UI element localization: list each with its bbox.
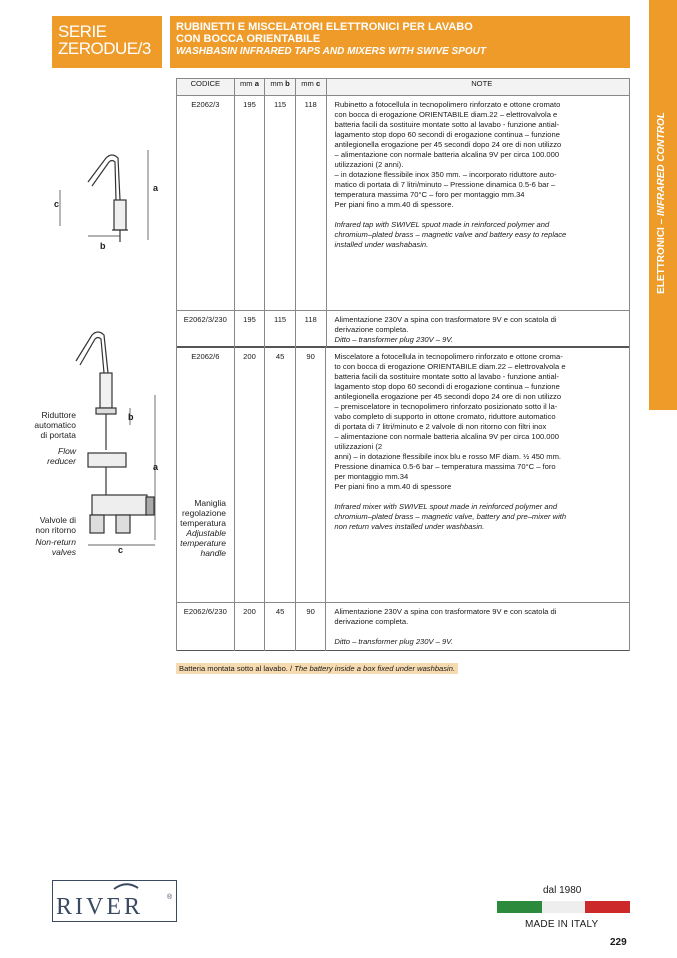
footnote: [176, 663, 458, 674]
text-line: di portata di 7 litri/minuto e 2 valvole di non ritorno con filtri inox: [334, 422, 547, 431]
note-it: [335, 100, 629, 210]
note-en: [335, 220, 629, 250]
text-line: non ritorno: [35, 525, 76, 535]
title-it-line2: CON BOCCA ORIENTABILE: [176, 33, 321, 45]
text-line: Infrared tap with SWIVEL spuot made in reinforced polymer and: [334, 220, 550, 229]
title-en-line: WASHBASIN INFRARED TAPS AND MIXERS WITH SWIVE SPOUT: [176, 46, 487, 57]
table-row: [177, 603, 630, 651]
side-tab: [649, 0, 677, 410]
row-c: 90: [295, 603, 326, 651]
text-line: antilegionella erogazione per 45 secondi dopo 24 ore di non utilizzo: [334, 392, 562, 401]
row-b: 115: [265, 96, 296, 311]
row-note: [326, 96, 629, 311]
text-line: Maniglia: [194, 498, 226, 508]
row-b: 45: [265, 348, 296, 603]
note-it: [334, 352, 629, 492]
text-line: Adjustable: [186, 528, 226, 538]
text-line: chromium–plated brass – magnetic valve, battery and pre–mixer with: [334, 512, 567, 521]
row-c: 118: [295, 96, 326, 311]
text-line: di portata: [40, 430, 76, 440]
label-handle-it: [176, 498, 226, 528]
footnote-it: Batteria montata sotto al lavabo. /: [179, 664, 295, 673]
tap-diagram: [40, 140, 175, 260]
side-tab-en: INFRARED CONTROL: [656, 112, 667, 217]
text-line: Per piani fino a mm.40 di spessore: [334, 482, 452, 491]
row-a: 200: [234, 348, 265, 603]
note-it: [335, 315, 629, 335]
row-code: E2062/3: [177, 96, 235, 311]
text-line: derivazione completa.: [334, 617, 409, 626]
text-line: anni) – in dotazione flessibile inox blu e rosso MF diam. ½ 450 mm.: [334, 452, 562, 461]
header-note: NOTE: [326, 79, 629, 96]
text-line: non return valves installed under washbasin.: [334, 522, 485, 531]
series-box: [52, 16, 162, 68]
row-a: 195: [234, 311, 265, 347]
text-line: antilegionella erogazione per 45 secondi dopo 24 ore di non utilizzo: [334, 140, 562, 149]
text-line: Non-return: [35, 537, 76, 547]
text-line: to con bocca di erogazione ORIENTABILE diam.22 – elettrovalvola e: [334, 362, 566, 371]
footnote-en: The battery inside a box fixed under washbasin.: [294, 664, 456, 673]
text-line: Per piani fino a mm.40 di spessore.: [334, 200, 454, 209]
series-name: ZERODUE/3: [58, 39, 151, 58]
text-line: Alimentazione 230V a spina con trasformatore 9V e con scatola di: [334, 315, 557, 324]
label-reducer-en: [34, 446, 76, 466]
text-line: con bocca di erogazione ORIENTABILE diam.22 – elettrovalvola e: [334, 110, 558, 119]
text-line: Valvole di: [39, 515, 76, 525]
text-line: Ditto – transformer plug 230V – 9V.: [334, 637, 453, 646]
label-valves-en: [30, 537, 76, 557]
table-row: [177, 311, 630, 347]
series-label: SERIE: [58, 22, 107, 41]
since-text: dal 1980: [543, 885, 582, 896]
row-a: 195: [234, 96, 265, 311]
text-line: utilizzazioni (2: [334, 442, 383, 451]
text-line: Riduttore: [41, 410, 76, 420]
text-line: Flow: [58, 446, 76, 456]
dim-b: b: [128, 412, 134, 422]
header-b: mm b: [265, 79, 296, 96]
row-code: E2062/6: [177, 348, 235, 603]
spec-table-tap: [176, 78, 630, 347]
text-line: utilizzazioni (2 anni).: [334, 160, 404, 169]
note-it: [334, 607, 629, 627]
row-code: E2062/3/230: [177, 311, 235, 347]
text-line: Alimentazione 230V a spina con trasformatore 9V e con scatola di: [334, 607, 557, 616]
text-line: per montaggio mm.34: [334, 472, 409, 481]
header-a: mm a: [234, 79, 265, 96]
text-line: matico di portata di 7 litri/minuto – Pressione dinamica 0.5-6 bar –: [334, 180, 556, 189]
row-note: [326, 603, 630, 651]
italian-flag-bar: [497, 901, 630, 913]
dim-a: a: [153, 462, 159, 472]
text-line: batteria facili da sostituire montate sotto al lavabo - funzione antial-: [334, 372, 559, 381]
row-b: 45: [265, 603, 296, 651]
text-line: derivazione completa.: [334, 325, 409, 334]
label-handle-en: [176, 528, 226, 558]
table-row: [177, 348, 630, 603]
row-c: 90: [295, 348, 326, 603]
text-line: – alimentazione con normale batteria alcalina 9V per circa 100.000: [334, 432, 559, 441]
text-line: temperature: [180, 538, 226, 548]
row-code: E2062/6/230: [177, 603, 235, 651]
note-en: [335, 335, 629, 345]
made-in-italy: MADE IN ITALY: [525, 919, 599, 930]
logo-text: RIVER: [56, 894, 143, 920]
text-line: lagamento stop dopo 60 secondi di erogazione continua – funzione: [334, 130, 560, 139]
text-line: installed under washabasin.: [334, 240, 429, 249]
spec-table-mixer: [176, 347, 630, 651]
text-line: reducer: [47, 456, 76, 466]
text-line: temperatura massima 70°C – foro per montaggio mm.34: [334, 190, 525, 199]
text-line: batteria facili da sostituire montate sotto al lavabo - funzione antial-: [334, 120, 560, 129]
logo-mark: ®: [167, 894, 173, 901]
text-line: temperatura: [180, 518, 226, 528]
text-line: Pressione dinamica 0.5-6 bar – temperatura massima 70°C – foro: [334, 462, 556, 471]
row-note: [326, 311, 629, 347]
title-box: [170, 16, 630, 68]
dim-a: a: [153, 183, 159, 193]
title-it-line1: RUBINETTI E MISCELATORI ELETTRONICI PER LAVABO: [176, 21, 473, 33]
text-line: Ditto – transformer plug 230V – 9V.: [334, 335, 453, 344]
row-note: [326, 348, 630, 603]
dim-c: c: [118, 545, 124, 555]
header-code: CODICE: [177, 79, 235, 96]
note-en: [334, 637, 629, 647]
text-line: Rubinetto a fotocellula in tecnopolimero rinforzato e ottone cromato: [334, 100, 561, 109]
text-line: handle: [200, 548, 226, 558]
row-c: 118: [295, 311, 326, 347]
text-line: regolazione: [182, 508, 226, 518]
text-line: Infrared mixer with SWIVEL spout made in reinforced polymer and: [334, 502, 558, 511]
text-line: automatico: [34, 420, 76, 430]
note-en: [334, 502, 629, 532]
table-row: [177, 96, 630, 311]
text-line: – in dotazione flessibile inox 350 mm. – incorporato riduttore auto-: [334, 170, 557, 179]
text-line: vabo completo di supporto in ottone cromato, riduttore automatico: [334, 412, 556, 421]
text-line: – alimentazione con normale batteria alcalina 9V per circa 100.000: [334, 150, 560, 159]
dim-b: b: [100, 241, 106, 251]
page-number: 229: [610, 937, 627, 948]
side-tab-it: ELETTRONICI –: [656, 216, 667, 294]
text-line: chromium–plated brass – magnetic valve and battery easy to replace: [334, 230, 567, 239]
label-valves-it: [30, 515, 76, 535]
row-a: 200: [234, 603, 265, 651]
dim-c: c: [54, 199, 60, 209]
text-line: lagamento stop dopo 60 secondi di erogazione continua – funzione: [334, 382, 560, 391]
mixer-diagram: [70, 325, 175, 560]
header-c: mm c: [295, 79, 326, 96]
river-logo: [52, 880, 177, 922]
text-line: – premiscelatore in tecnopolimero rinforzato posizionato sotto il la-: [334, 402, 558, 411]
row-b: 115: [265, 311, 296, 347]
text-line: valves: [51, 547, 76, 557]
text-line: Miscelatore a fotocellula in tecnopolimero rinforzato e ottone croma-: [334, 352, 563, 361]
label-reducer-it: [34, 410, 76, 440]
table-header: [177, 79, 630, 96]
